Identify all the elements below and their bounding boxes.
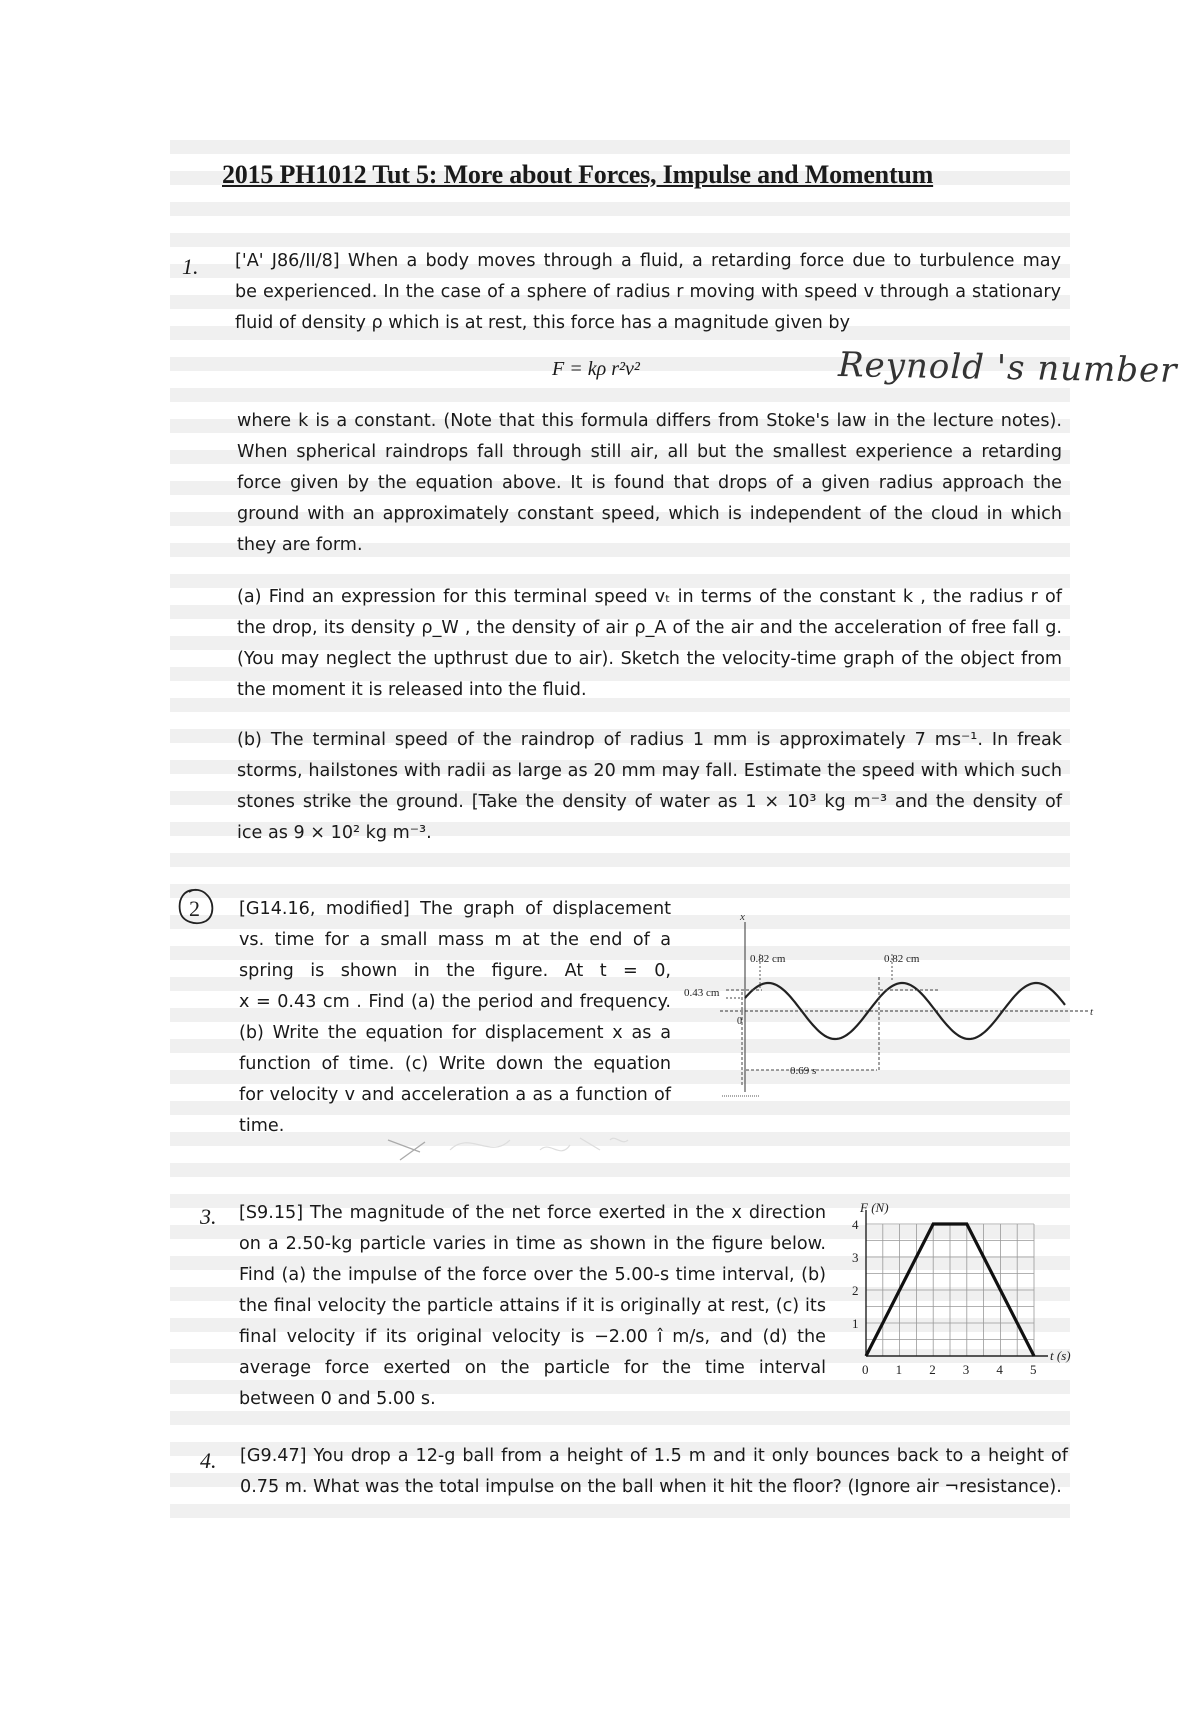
question-1-part-b-line: ice as 9 × 10² kg m⁻³.: [237, 823, 432, 843]
x-tick-label: 5: [1030, 1362, 1037, 1377]
y-axis-label: x: [740, 911, 745, 923]
x-tick-label: 2: [929, 1362, 936, 1377]
question-1-formula: F = kρ r²v²: [552, 358, 640, 380]
amplitude-label-left: 0.82 cm: [750, 953, 786, 965]
question-1-part-b: [237, 725, 1062, 849]
question-1-part-a-line: the moment it is released into the fluid.: [237, 680, 587, 700]
question-2-line: spring is shown in the figure. At t = 0,: [239, 961, 671, 981]
question-2-line: [G14.16, modified] The graph of displacement: [239, 899, 671, 919]
y-tick-label: 2: [852, 1283, 859, 1298]
question-1-part-a-line: the drop, its density ρ_W , the density of air ρ_A of the air and the acceleration of free fall g.: [237, 618, 1062, 638]
question-2-line: time.: [239, 1116, 285, 1136]
pencil-scribble: [380, 1120, 680, 1170]
question-3-line: average force exerted on the particle for the time interval: [239, 1358, 826, 1378]
question-1-part-b-line: stones strike the ground. [Take the density of water as 1 × 10³ kg m⁻³ and the density of: [237, 792, 1062, 812]
question-3-line: [S9.15] The magnitude of the net force exerted in the x direction: [239, 1203, 826, 1223]
time-label: 0.69 s: [790, 1065, 817, 1077]
y-tick-label: 3: [852, 1250, 859, 1265]
question-3-line: final velocity if its original velocity is −2.00 î m/s, and (d) the: [239, 1327, 826, 1347]
question-1-part-a-line: (a) Find an expression for this terminal speed vₜ in terms of the constant k , the radius r of: [237, 587, 1062, 607]
y-tick-label: 1: [852, 1316, 859, 1331]
x-tick-label: 3: [962, 1362, 970, 1377]
question-3-line: Find (a) the impulse of the force over the 5.00-s time interval, (b): [239, 1265, 826, 1285]
x-tick-label: 0: [862, 1362, 869, 1377]
question-1-body-line: they are form.: [237, 535, 363, 555]
origin-label: 0: [737, 1016, 742, 1027]
question-1-body-line: force given by the equation above. It is found that drops of a given radius approach the: [237, 473, 1062, 493]
question-1-part-b-line: storms, hailstones with radii as large as 20 mm may fall. Estimate the speed with which such: [237, 761, 1062, 781]
page-title: 2015 PH1012 Tut 5: More about Forces, Impulse and Momentum: [222, 160, 934, 189]
force-time-chart: [836, 1196, 1071, 1386]
question-1-part-a-line: (You may neglect the upthrust due to air). Sketch the velocity-time graph of the object from: [237, 649, 1062, 669]
circled-number-2-icon: [176, 887, 216, 927]
question-1-number: 1.: [182, 254, 199, 279]
displacement-time-figure: [680, 912, 1100, 1102]
question-1-intro-line: fluid of density ρ which is at rest, this force has a magnitude given by: [235, 313, 851, 333]
question-1-intro: [235, 246, 1061, 339]
question-2-line: (b) Write the equation for displacement x as a: [239, 1023, 671, 1043]
question-4-text: [240, 1441, 1068, 1503]
question-1-part-a: [237, 582, 1062, 706]
y-tick-label: 4: [852, 1217, 859, 1232]
question-2-line: vs. time for a small mass m at the end of a: [239, 930, 671, 950]
x0-label: 0.43 cm: [684, 987, 720, 999]
question-1-body: [237, 406, 1062, 561]
svg-text:2: 2: [189, 896, 200, 921]
amplitude-label-right: 0.82 cm: [884, 953, 920, 965]
x-tick-label: 1: [895, 1362, 903, 1377]
question-1-intro-line: be experienced. In the case of a sphere of radius r moving with speed v through a stationary: [235, 282, 1061, 302]
question-2-text: [239, 894, 671, 1142]
t-axis-label: t: [1090, 1006, 1094, 1018]
question-3-line: between 0 and 5.00 s.: [239, 1389, 436, 1409]
question-1-body-line: where k is a constant. (Note that this formula differs from Stoke's law in the lecture notes).: [237, 411, 1062, 431]
question-3-line: the final velocity the particle attains if it is originally at rest, (c) its: [239, 1296, 826, 1316]
question-2-line: for velocity v and acceleration a as a function of: [239, 1085, 671, 1105]
question-2-line: function of time. (c) Write down the equation: [239, 1054, 671, 1074]
x-tick-label: 4: [996, 1362, 1003, 1377]
question-1-body-line: When spherical raindrops fall through still air, all but the smallest experience a retarding: [237, 442, 1062, 462]
x-axis-label: t (s): [1050, 1348, 1071, 1363]
question-1-body-line: ground with an approximately constant speed, which is independent of the cloud in which: [237, 504, 1062, 524]
question-4-line: 0.75 m. What was the total impulse on the ball when it hit the floor? (Ignore air ¬resistance).: [240, 1477, 1062, 1497]
question-3-line: on a 2.50-kg particle varies in time as shown in the figure below.: [239, 1234, 826, 1254]
question-4-line: [G9.47] You drop a 12-g ball from a height of 1.5 m and it only bounces back to a height of: [240, 1446, 1068, 1466]
question-2-line: x = 0.43 cm . Find (a) the period and frequency.: [239, 992, 671, 1012]
question-3-number: 3.: [200, 1204, 217, 1229]
question-1-intro-line: ['A' J86/II/8] When a body moves through a fluid, a retarding force due to turbulence may: [235, 251, 1061, 271]
y-axis-label: F (N): [860, 1200, 889, 1215]
question-4-number: 4.: [200, 1448, 217, 1473]
question-1-part-b-line: (b) The terminal speed of the raindrop of radius 1 mm is approximately 7 ms⁻¹. In freak: [237, 730, 1062, 750]
handwritten-note: Reynold 's number: [837, 345, 1178, 391]
question-3-text: [239, 1198, 826, 1415]
